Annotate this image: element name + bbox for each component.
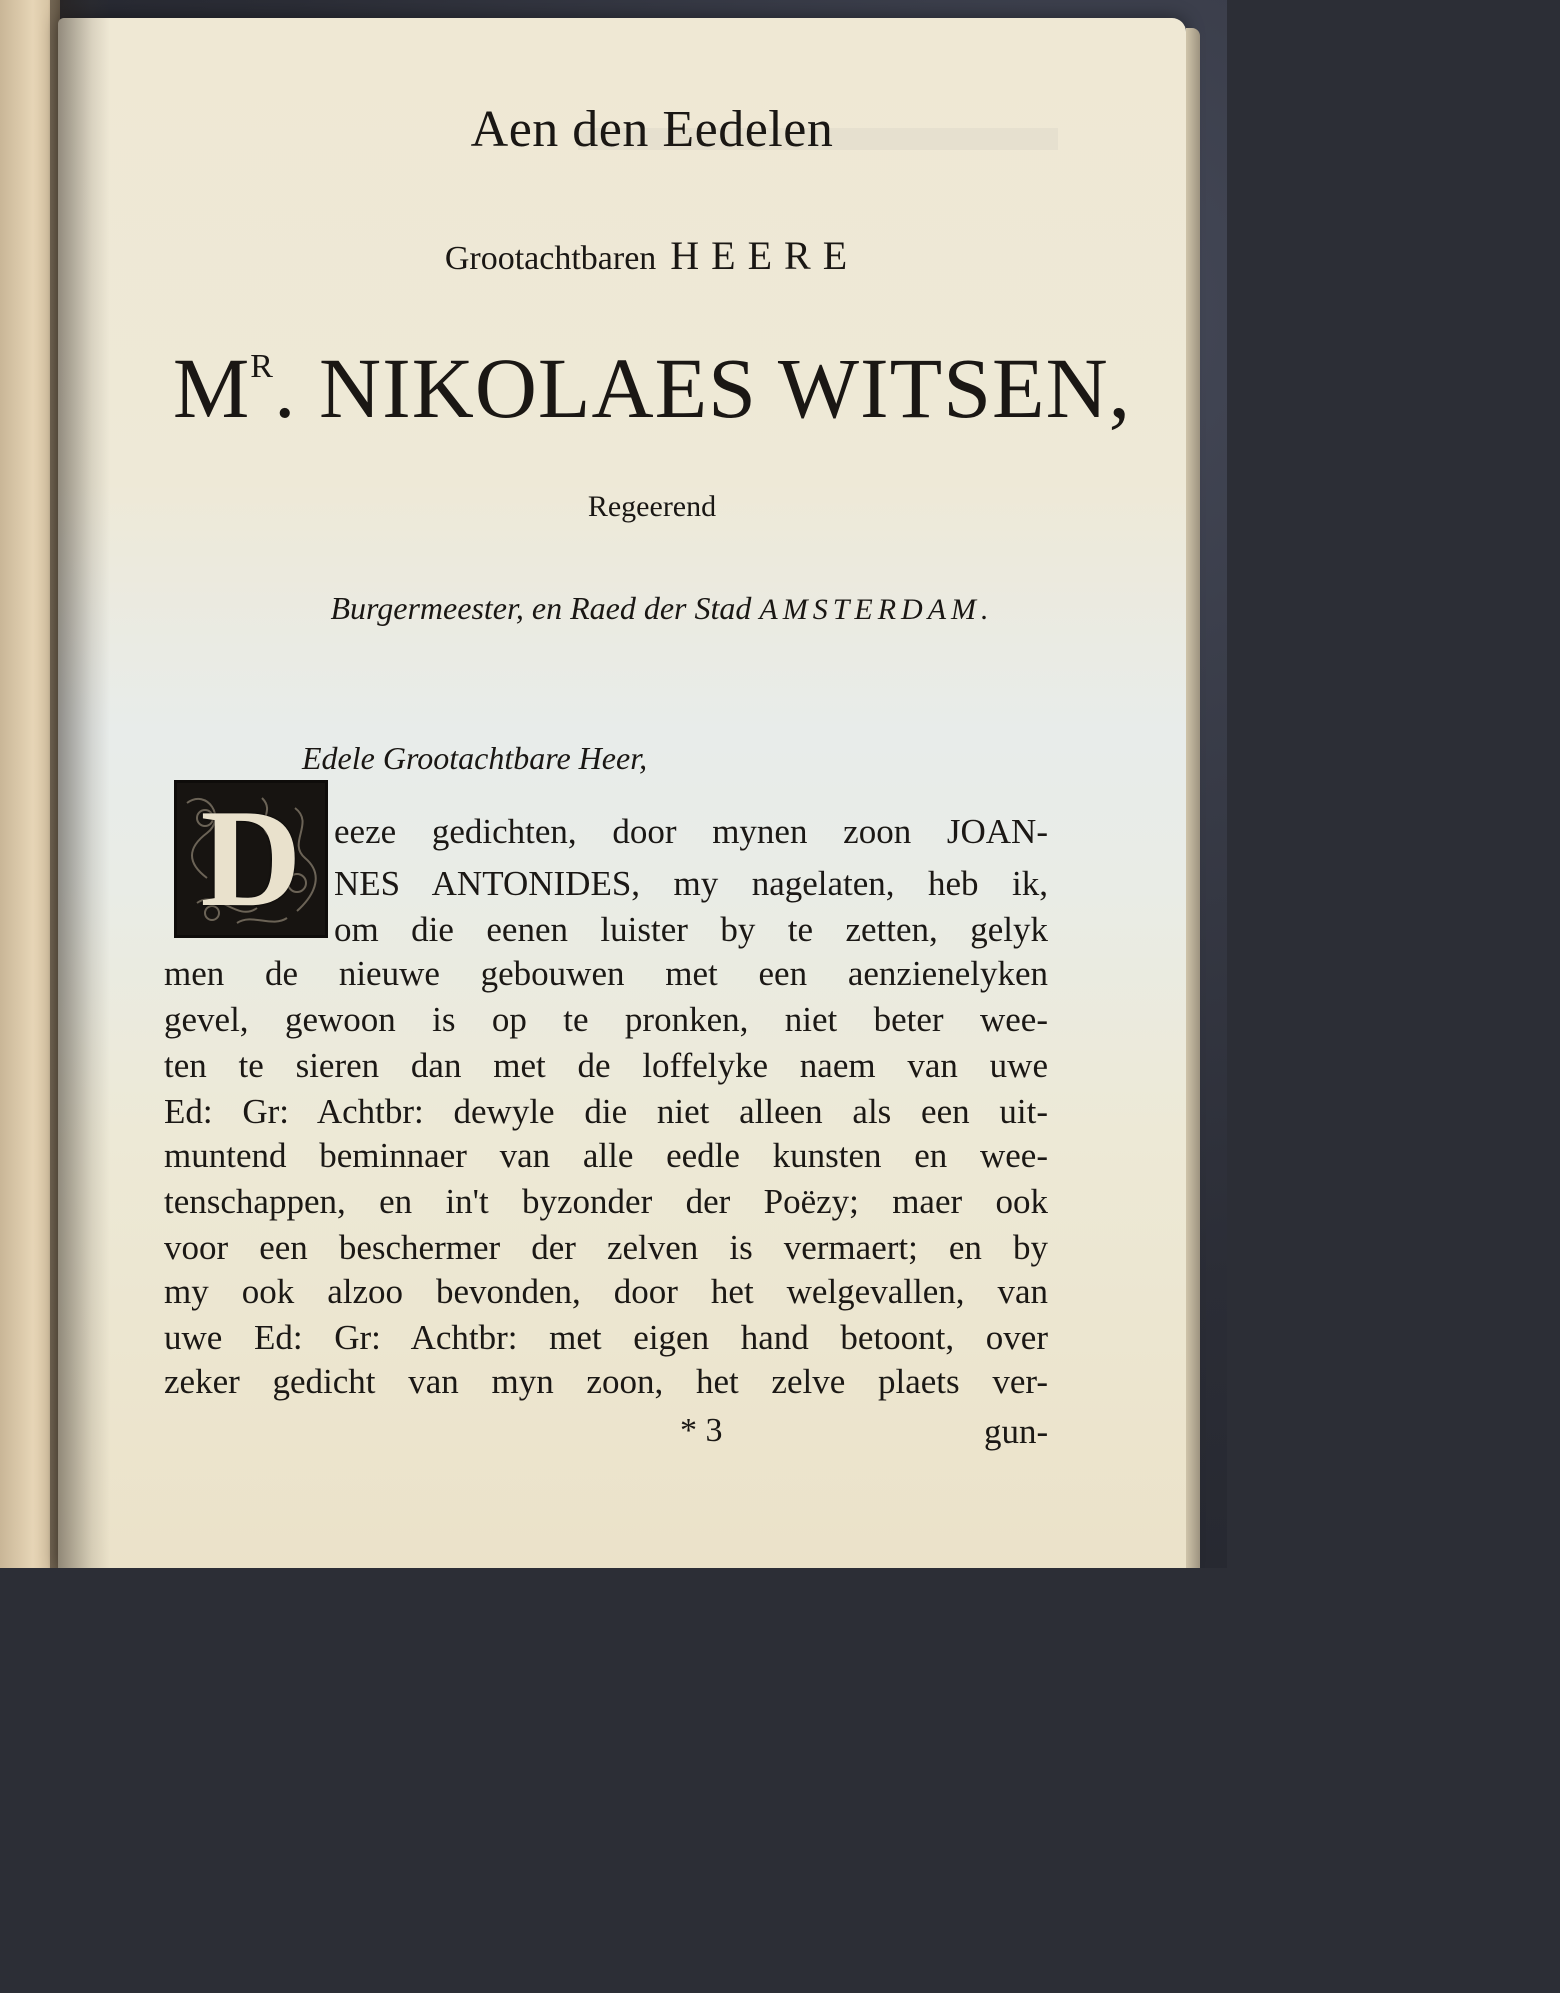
dedication-line-4: Regeerend — [587, 490, 717, 523]
body-line-1: eeze gedichten, door mynen zoon JOAN- — [334, 812, 1048, 851]
body-line-5: gevel, gewoon is op te pronken, niet beter wee- — [164, 1000, 1048, 1039]
body-line-12: uwe Ed: Gr: Achtbr: met eigen hand betoont, over — [164, 1318, 1048, 1357]
ornamental-dropcap — [174, 780, 328, 938]
body-line-8: muntend beminnaer van alle eedle kunsten en wee- — [164, 1136, 1048, 1175]
dedication-line-5-prefix: Burgermeester, en Raed der Stad — [330, 590, 752, 626]
name-prefix: M — [172, 340, 251, 436]
dedication-line-5-caps: AMSTERDAM. — [759, 593, 994, 626]
body-line-7: Ed: Gr: Achtbr: dewyle die niet alleen als een uit- — [164, 1092, 1048, 1131]
dedication-line-5 — [98, 590, 1226, 627]
salutation: Edele Grootachtbare Heer, — [302, 740, 648, 776]
body-line-3: om die eenen luister by te zetten, gelyk — [334, 910, 1048, 949]
dedication-line-1: Aen den Eedelen — [470, 101, 834, 158]
name-main: . NIKOLAES WITSEN, — [273, 340, 1132, 436]
body-line-10: voor een beschermer der zelven is vermaert; en by — [164, 1228, 1048, 1267]
body-line-11: my ook alzoo bevonden, door het welgevallen, van — [164, 1272, 1048, 1311]
dedicatee-name — [88, 338, 1216, 438]
name-superscript: R — [250, 348, 274, 385]
dedication-line-2 — [88, 232, 1216, 279]
body-line-4: men de nieuwe gebouwen met een aenzienelyken — [164, 954, 1048, 993]
body-line-6: ten te sieren dan met de loffelyke naem van uwe — [164, 1046, 1048, 1085]
dedication-line-2-caps: HEERE — [670, 233, 860, 278]
dropcap-letter: D — [200, 781, 302, 936]
book-gutter-shadow — [50, 0, 110, 1568]
body-line-9: tenschappen, en in't byzonder der Poëzy; maer ook — [164, 1182, 1048, 1221]
catchword: gun- — [984, 1412, 1049, 1451]
signature-mark: * 3 — [680, 1412, 723, 1449]
body-line-2: NES ANTONIDES, my nagelaten, heb ik, — [334, 864, 1048, 903]
body-line-13: zeker gedicht van myn zoon, het zelve plaets ver- — [164, 1362, 1048, 1401]
dedication-line-2-prefix: Grootachtbaren — [444, 240, 657, 277]
